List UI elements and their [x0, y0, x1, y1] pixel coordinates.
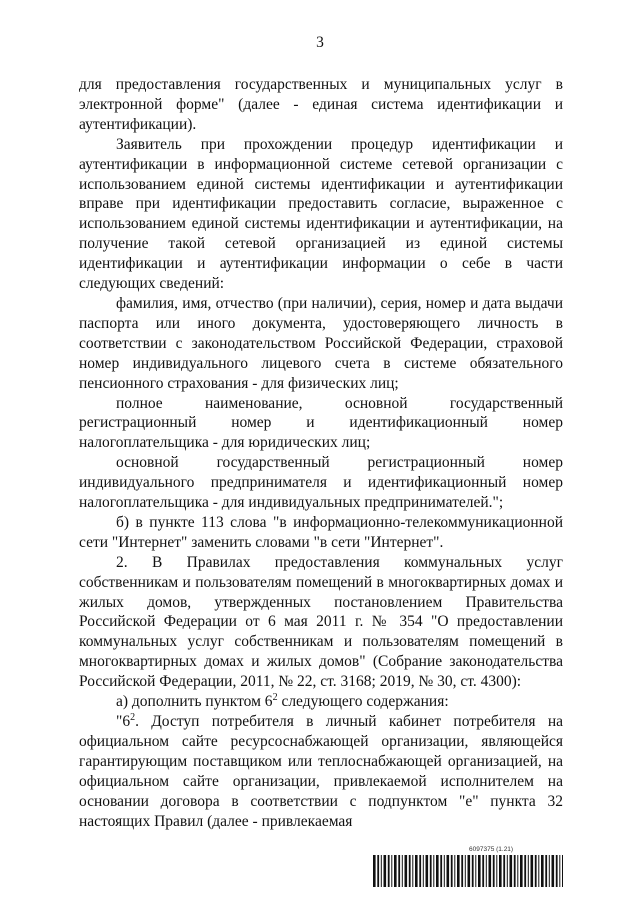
- paragraph-8: [79, 692, 563, 712]
- paragraph-9-start: "6: [116, 713, 131, 730]
- paragraph-4: полное наименование, основной государственный регистрационный номер и идентификационный номер налогоплательщика - для юридических лиц;: [79, 394, 563, 452]
- paragraph-9-superscript: 2: [130, 712, 136, 723]
- paragraph-5: основной государственный регистрационный номер индивидуального предпринимателя и идентификационный номер налогоплательщика - для индивидуальных предпринимателей.";: [79, 454, 563, 512]
- paragraph-2: Заявитель при прохождении процедур идентификации и аутентификации в информационной системе сетевой организации с использованием единой системы идентификации и аутентификации вправе при идентификации предоставить согласие, выраженное с использованием единой системы идентификации и аутентификации, на получение такой сетевой организацией из единой системы идентификации и аутентификации информации о себе в части следующих сведений:: [79, 135, 563, 293]
- paragraph-7: 2. В Правилах предоставления коммунальных услуг собственникам и пользователям помещений в многоквартирных домах и жилых домов, утвержденных постановлением Правительства Российской Федерации от 6 мая 2011 г. № 354 "О предоставлении коммунальных услуг собственникам и пользователям помещений в многоквартирных домах и жилых домов" (Собрание законодательства Российской Федерации, 2011, № 22, ст. 3168; 2019, № 30, ст. 4300):: [79, 553, 563, 691]
- paragraph-9: [79, 712, 563, 831]
- barcode-icon: [373, 855, 563, 887]
- paragraph-3: фамилия, имя, отчество (при наличии), серия, номер и дата выдачи паспорта или иного документа, удостоверяющего личность в соответствии с законодательством Российской Федерации, страховой номер индивидуального лицевого счета в системе обязательного пенсионного страхования - для физических лиц;: [79, 294, 563, 392]
- paragraph-6: б) в пункте 113 слова "в информационно-телекоммуникационной сети "Интернет" заменить словами "в сети "Интернет".: [79, 513, 563, 551]
- paragraph-1: для предоставления государственных и муниципальных услуг в электронной форме" (далее - единая система идентификации и аутентификации).: [79, 76, 563, 133]
- page-number: 3: [316, 34, 324, 51]
- paragraph-8-superscript: 2: [272, 692, 278, 704]
- paragraph-9-end: . Доступ потребителя в личный кабинет потребителя на официальном сайте ресурсоснабжающей организации, являющейся гарантирующим поставщиком или теплоснабжающей организацией, на официальном сайте организации, привлекаемой исполнителем на основании договора в соответствии с подпунктом "е" пункта 32 настоящих Правил (далее - привлекаемая: [79, 713, 563, 830]
- barcode-caption: 6097375 (1.21): [469, 846, 514, 853]
- paragraph-8-start: а) дополнить пунктом 6: [116, 693, 273, 711]
- paragraph-8-end: следующего содержания:: [277, 693, 449, 711]
- document-body: [79, 75, 563, 831]
